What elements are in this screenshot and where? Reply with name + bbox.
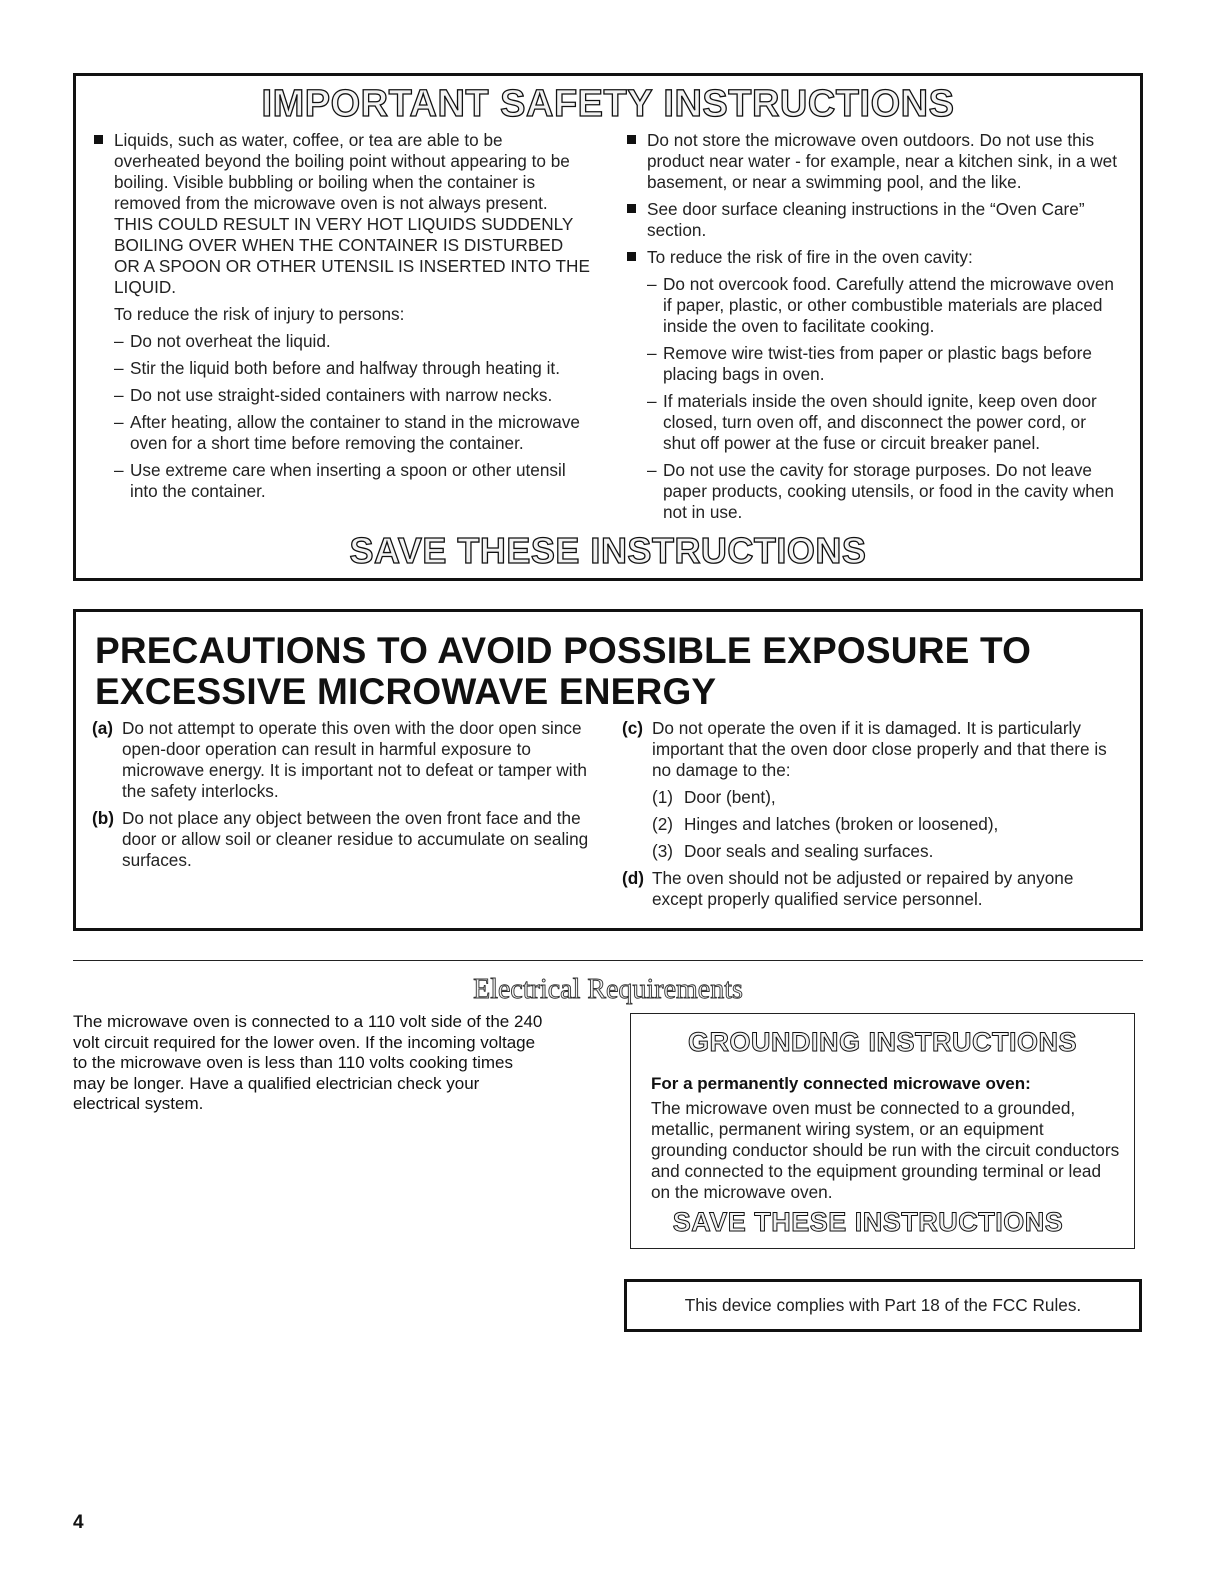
precaution-sub-item: (2) Hinges and latches (broken or loosened), <box>652 814 999 834</box>
precautions-title-line-2: EXCESSIVE MICROWAVE ENERGY <box>95 671 717 712</box>
precautions-right-column <box>622 718 1122 910</box>
safety-caps-warning: THIS COULD RESULT IN VERY HOT LIQUIDS SUDDENLY BOILING OVER WHEN THE CONTAINER IS DISTURBED OR A SPOON OR OTHER UTENSIL IS INSERTED INTO THE LIQUID. <box>114 214 590 297</box>
bullet-square-icon <box>627 252 636 261</box>
precaution-item-c: (c) Do not operate the oven if it is damaged. It is particularly important that the oven door close properly and that there is no damage to the: <box>622 718 1107 780</box>
safety-dash-item: – After heating, allow the container to stand in the microwave oven for a short time before removing the container. <box>114 412 580 453</box>
precautions-title-line-1: PRECAUTIONS TO AVOID POSSIBLE EXPOSURE TO <box>95 630 1032 671</box>
safety-dash-item: – Stir the liquid both before and halfway through heating it. <box>114 358 560 378</box>
bullet-square-icon <box>627 204 636 213</box>
precaution-sub-item: (1) Door (bent), <box>652 787 776 807</box>
grounding-save-instructions: SAVE THESE INSTRUCTIONS <box>672 1207 1064 1237</box>
safety-bullet <box>92 130 592 214</box>
safety-bullet: Do not store the microwave oven outdoors. Do not use this product near water - for example, near a kitchen sink, in a wet basement, or near a swimming pool, and the like. <box>625 130 1120 193</box>
electrical-body: The microwave oven is connected to a 110 volt side of the 240 volt circuit required for the lower oven. If the incoming voltage to the microwave oven is less than 110 volts cooking times may be longer. Have a qualified electrician check your electrical system. <box>73 1012 543 1113</box>
safety-bullet: See door surface cleaning instructions in the “Oven Care” section. <box>625 199 1120 241</box>
bullet-square-icon <box>94 135 103 144</box>
grounding-body: The microwave oven must be connected to a grounded, metallic, permanent wiring system, or an equipment grounding conductor should be run with the circuit conductors and connected to the equipment grounding terminal or lead on the microwave oven. <box>651 1098 1120 1202</box>
safety-intro: To reduce the risk of injury to persons: <box>114 304 405 324</box>
precaution-item-b: (b) Do not place any object between the oven front face and the door or allow soil or cleaner residue to accumulate on sealing surfaces. <box>92 808 589 870</box>
safety-left-column <box>92 130 592 502</box>
safety-dash-item: – Do not overcook food. Carefully attend the microwave oven if paper, plastic, or other combustible materials are placed inside the oven to facilitate cooking. <box>647 274 1114 336</box>
bullet-square-icon <box>627 135 636 144</box>
safety-dash-item: – Do not overheat the liquid. <box>114 331 331 351</box>
safety-save-instructions: SAVE THESE INSTRUCTIONS <box>349 530 867 571</box>
safety-dash-item: – Remove wire twist-ties from paper or plastic bags before placing bags in oven. <box>647 343 1092 384</box>
grounding-title: GROUNDING INSTRUCTIONS <box>688 1027 1077 1057</box>
safety-bullet: To reduce the risk of fire in the oven cavity: <box>625 247 1120 268</box>
precaution-sub-item: (3) Door seals and sealing surfaces. <box>652 841 934 861</box>
safety-dash-item: – Use extreme care when inserting a spoon or other utensil into the container. <box>114 460 566 501</box>
safety-dash-item: – Do not use the cavity for storage purposes. Do not leave paper products, cooking utensils, or food in the cavity when not in use. <box>647 460 1114 522</box>
fcc-text: This device complies with Part 18 of the FCC Rules. <box>684 1295 1082 1315</box>
safety-title: IMPORTANT SAFETY INSTRUCTIONS <box>261 83 955 125</box>
electrical-title: Electrical Requirements <box>473 974 743 1005</box>
grounding-subtitle: For a permanently connected microwave oven: <box>651 1074 1031 1093</box>
page-number: 4 <box>73 1512 84 1533</box>
section-divider <box>73 960 1143 961</box>
safety-bullet-text: Liquids, such as water, coffee, or tea are able to be overheated beyond the boiling point without appearing to be boiling. Visible bubbling or boiling when the container is removed from the microwave oven is not always present. <box>114 130 570 213</box>
safety-dash-item: – Do not use straight-sided containers with narrow necks. <box>114 385 553 405</box>
safety-dash-item: – If materials inside the oven should ignite, keep oven door closed, turn oven off, and disconnect the power cord, or shut off power at the fuse or circuit breaker panel. <box>647 391 1097 453</box>
precautions-left-column <box>92 718 592 871</box>
precaution-item-a: (a) Do not attempt to operate this oven with the door open since open-door operation can result in harmful exposure to microwave energy. It is important not to defeat or tamper with the safety interlocks. <box>92 718 587 801</box>
safety-right-column <box>625 130 1120 523</box>
precaution-item-d: (d) The oven should not be adjusted or repaired by anyone except properly qualified service personnel. <box>622 868 1074 909</box>
